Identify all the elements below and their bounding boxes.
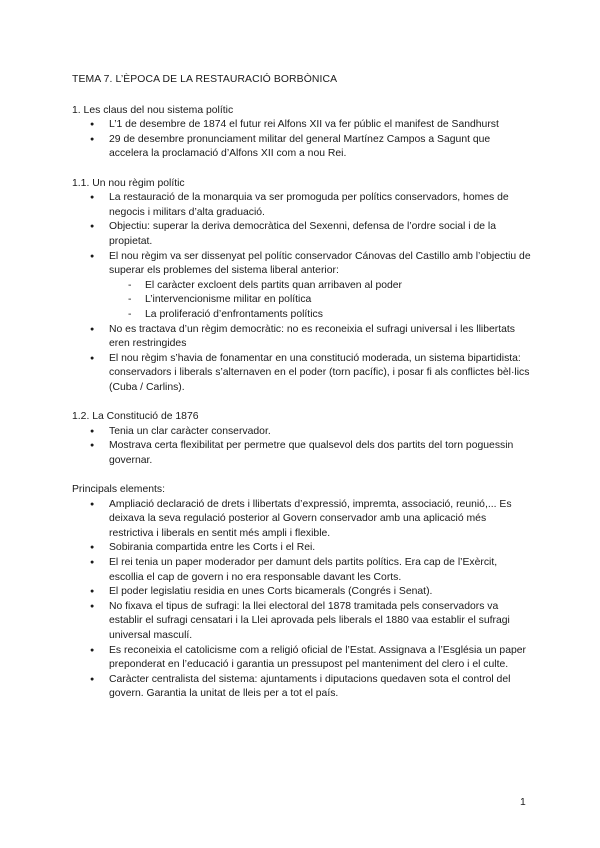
list-item: ● Caràcter centralista del sistema: ajuntaments i diputacions quedaven sota el control del govern. Garantia la unitat de lleis per a tot el país. bbox=[72, 673, 532, 702]
section-heading: 1.1. Un nou règim polític bbox=[72, 177, 185, 189]
bullet-list bbox=[72, 191, 532, 279]
list-item: ● El nou règim s’havia de fonamentar en una constitució moderada, un sistema bipartidista: conservadors i liberals s’alternaven en el poder (torn pacífic), i posar fi als conflictes bèl·lics (Cuba / Carlins). bbox=[72, 352, 532, 396]
list-item: ● L’1 de desembre de 1874 el futur rei Alfons XII va fer públic el manifest de Sandhurst bbox=[72, 118, 532, 133]
list-item-text: El nou règim va ser dissenyat pel polític conservador Cánovas del Castillo amb l’objectiu de superar els problemes del sistema liberal anterior: bbox=[109, 250, 531, 277]
list-item: ● El rei tenia un paper moderador per damunt dels partits polítics. Era cap de l’Exèrcit, escollia el cap de govern i no era responsable davant les Corts. bbox=[72, 556, 532, 585]
section-heading: Principals elements: bbox=[72, 484, 165, 496]
list-item: ● Mostrava certa flexibilitat per permetre que qualsevol dels dos partits del torn poguessin governar. bbox=[72, 439, 532, 468]
document-content bbox=[72, 73, 532, 702]
sub-list-item: - L’intervencionisme militar en política bbox=[109, 293, 532, 308]
document-title: TEMA 7. L’ÈPOCA DE LA RESTAURACIÓ BORBÒNICA bbox=[72, 74, 338, 85]
bullet-list bbox=[72, 323, 532, 396]
sub-list-item: - El caràcter excloent dels partits quan arribaven al poder bbox=[109, 279, 532, 294]
bullet-list bbox=[72, 118, 532, 162]
sub-list-item: - La proliferació d’enfrontaments polítics bbox=[109, 308, 532, 323]
list-item: ● 29 de desembre pronunciament militar del general Martínez Campos a Sagunt que accelera la proclamació d’Alfons XII com a nou Rei. bbox=[72, 133, 532, 162]
dash-list bbox=[72, 279, 532, 323]
list-item: ● Ampliació declaració de drets i llibertats d’expressió, impremta, associació, reunió,... Es deixava la seva regulació posterior al Govern conservador amb una aplicació més restrictiva i liberals en sentit més ampli i flexible. bbox=[72, 498, 532, 542]
list-item: ● El poder legislatiu residia en unes Corts bicamerals (Congrés i Senat). bbox=[72, 585, 532, 600]
list-item: ● Sobirania compartida entre les Corts i el Rei. bbox=[72, 541, 532, 556]
list-item: ● Tenia un clar caràcter conservador. bbox=[72, 425, 532, 440]
bullet-list bbox=[72, 498, 532, 702]
list-item: ● Objectiu: superar la deriva democràtica del Sexenni, defensa de l’ordre social i de la propietat. bbox=[72, 220, 532, 249]
page-number: 1 bbox=[520, 797, 526, 808]
section-heading: 1. Les claus del nou sistema polític bbox=[72, 104, 234, 116]
list-item: ● Es reconeixia el catolicisme com a religió oficial de l’Estat. Assignava a l’Església un paper preponderat en l’educació i garantia un pressupost pel manteniment del clero i el culte. bbox=[72, 644, 532, 673]
list-item: ● No es tractava d’un règim democràtic: no es reconeixia el sufragi universal i les llibertats eren restringides bbox=[72, 323, 532, 352]
section-heading: 1.2. La Constitució de 1876 bbox=[72, 411, 199, 423]
list-item bbox=[72, 250, 532, 279]
list-item: ● No fixava el tipus de sufragi: la llei electoral del 1878 tramitada pels conservadors va establir el sufragi censatari i la Llei aprovada pels liberals el 1880 vaa establir el sufragi universal masculí. bbox=[72, 600, 532, 644]
list-item: ● La restauració de la monarquia va ser promoguda per polítics conservadors, homes de negocis i militars d’alta graduació. bbox=[72, 191, 532, 220]
bullet-list bbox=[72, 425, 532, 469]
